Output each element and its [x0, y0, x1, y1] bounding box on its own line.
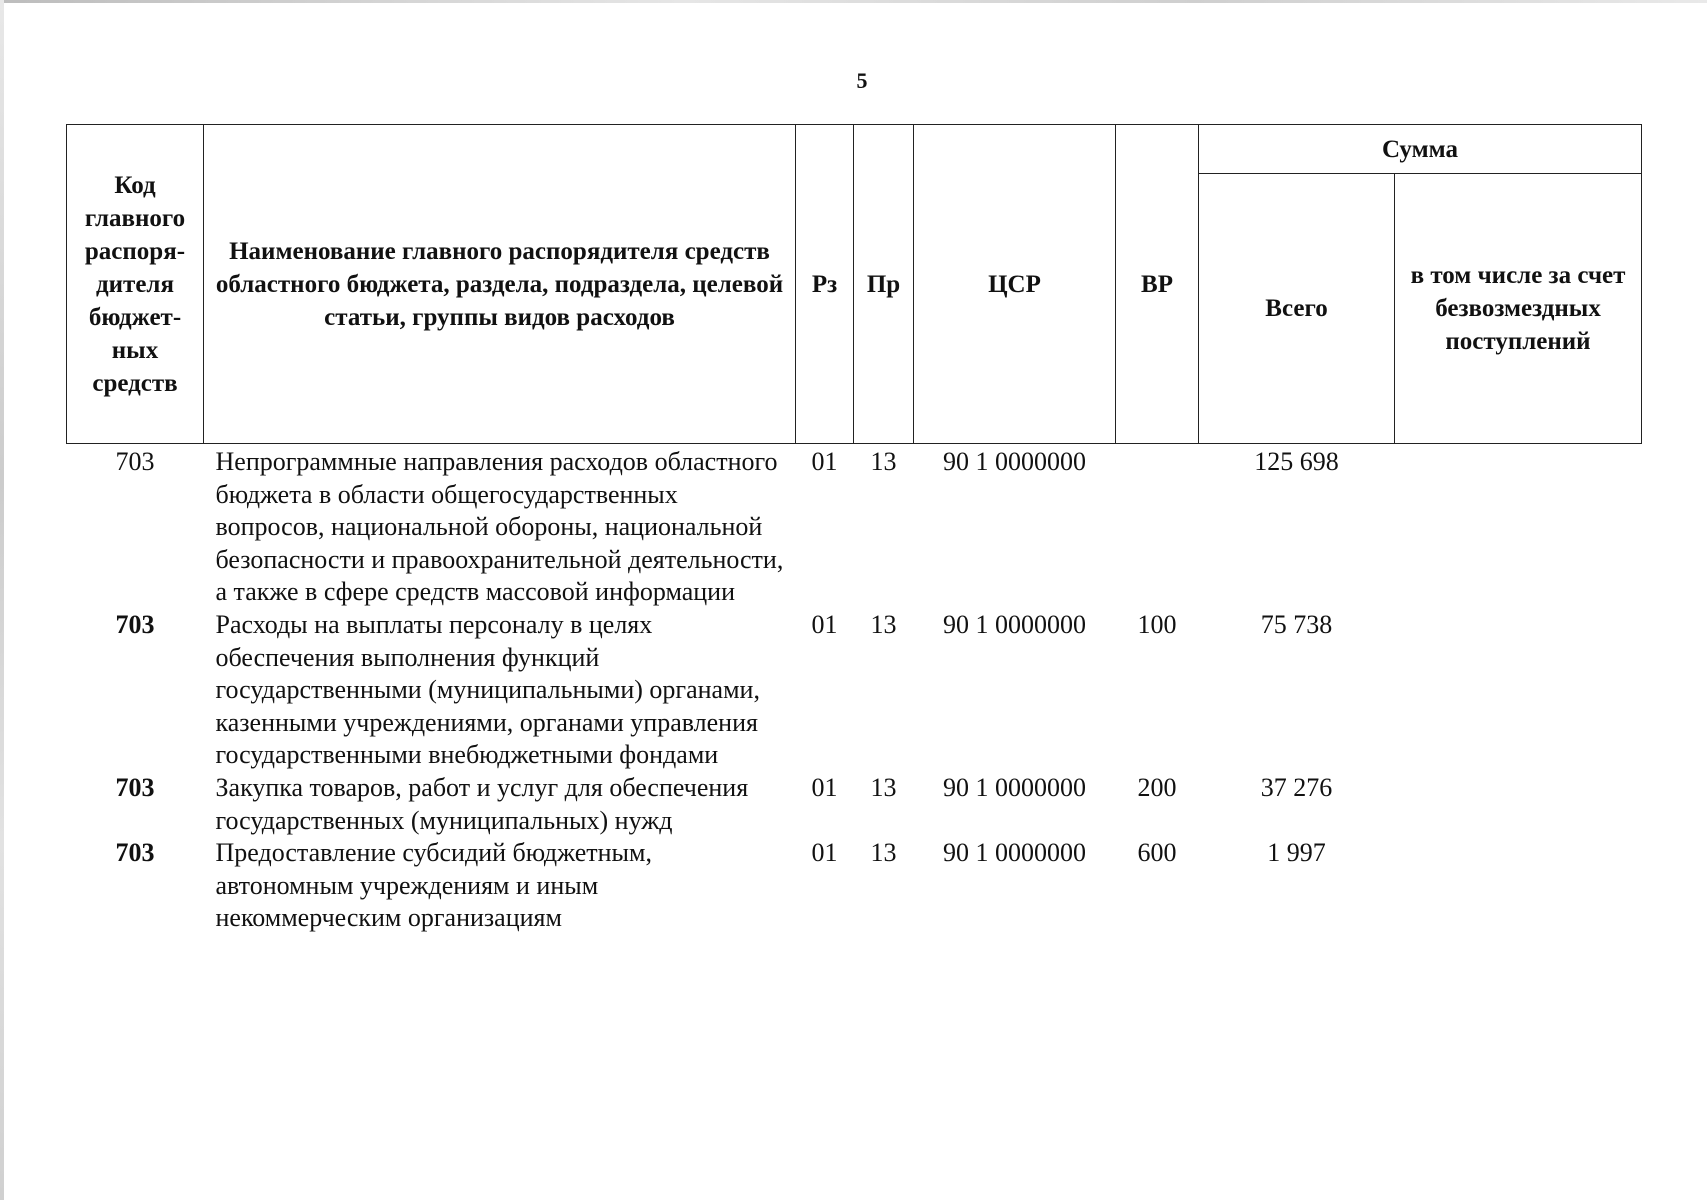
header-rz: Рз [796, 125, 854, 444]
cell-total: 125 698 [1254, 447, 1339, 476]
table-row [67, 772, 1642, 837]
cell-pr: 13 [870, 772, 897, 802]
header-vr: ВР [1116, 125, 1199, 444]
table-row [67, 609, 1642, 772]
cell-pr: 13 [870, 447, 897, 476]
header-name: Наименование главного распорядителя средств областного бюджета, раздела, подраздела, целевой статьи, группы видов расходов [204, 125, 796, 444]
cell-vr: 600 [1137, 838, 1177, 868]
header-pr: Пр [854, 125, 914, 444]
cell-csr: 90 1 0000000 [943, 772, 1086, 802]
cell-rz: 01 [811, 447, 838, 476]
header-row-top [67, 125, 1642, 174]
cell-pr: 13 [870, 609, 897, 639]
cell-code: 703 [115, 447, 155, 476]
cell-csr: 90 1 0000000 [943, 447, 1086, 476]
cell-vr: 100 [1137, 609, 1177, 639]
cell-csr: 90 1 0000000 [943, 838, 1086, 868]
cell-name: Непрограммные направления расходов областного бюджета в области общегосударственных вопросов, национальной обороны, национальной безопасности и правоохранительной деятельности, а также в сфере средств массовой информации [215, 447, 784, 607]
cell-code: 703 [115, 838, 155, 868]
cell-total: 75 738 [1260, 609, 1333, 639]
cell-total: 37 276 [1260, 772, 1333, 802]
cell-vr: 200 [1137, 772, 1177, 802]
scan-edge-top [0, 0, 1707, 3]
cell-free [1395, 772, 1642, 837]
cell-rz: 01 [811, 772, 838, 802]
cell-name: Закупка товаров, работ и услуг для обеспечения государственных (муниципальных) нужд [215, 772, 749, 835]
cell-code: 703 [115, 772, 155, 802]
header-total: Всего [1199, 174, 1395, 444]
table-row [67, 837, 1642, 935]
cell-free [1395, 609, 1642, 772]
cell-free [1395, 444, 1642, 609]
scan-edge-left [0, 0, 4, 1200]
budget-table [66, 124, 1642, 935]
cell-vr [1116, 444, 1199, 609]
header-sum: Сумма [1199, 125, 1642, 174]
page-number: 5 [856, 68, 868, 93]
cell-total: 1 997 [1267, 838, 1326, 868]
header-free: в том числе за счет безвозмездных поступлений [1395, 174, 1642, 444]
table-row [67, 444, 1642, 609]
cell-name: Расходы на выплаты персоналу в целях обеспечения выполнения функций государственными (муниципальными) органами, казенными учреждениями, органами управления государственными внебюджетными фондами [215, 609, 760, 770]
cell-rz: 01 [811, 609, 838, 639]
cell-pr: 13 [870, 838, 897, 868]
header-code: Код главного распоря-дителя бюджет-ных средств [67, 125, 204, 444]
table-body [67, 444, 1642, 935]
cell-free [1395, 837, 1642, 935]
cell-code: 703 [115, 609, 155, 639]
table-header [67, 125, 1642, 444]
header-csr: ЦСР [914, 125, 1116, 444]
cell-name: Предоставление субсидий бюджетным, автономным учреждениям и иным некоммерческим организациям [215, 838, 652, 933]
cell-csr: 90 1 0000000 [943, 609, 1086, 639]
cell-rz: 01 [811, 838, 838, 868]
